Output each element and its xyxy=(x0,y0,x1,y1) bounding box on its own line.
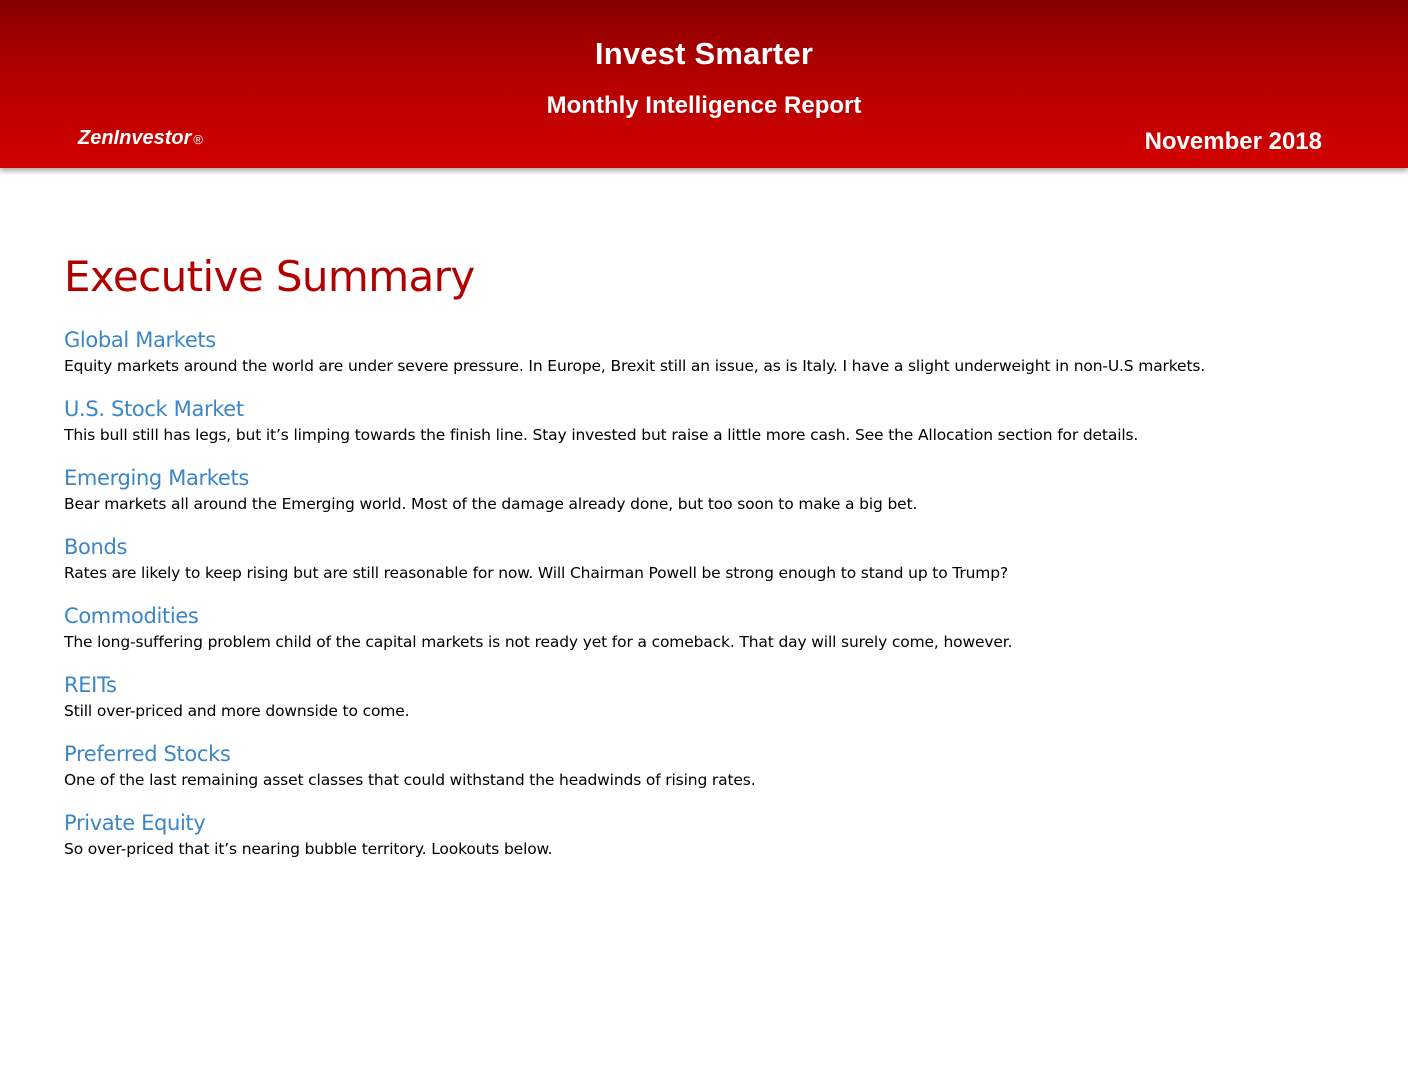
section-text: So over-priced that it’s nearing bubble territory. Lookouts below. xyxy=(64,840,553,858)
summary-section-private-equity xyxy=(64,809,1364,862)
brand-name: ZenInvestor xyxy=(78,127,192,149)
summary-section-global-markets xyxy=(64,326,1364,379)
summary-section-emerging-markets xyxy=(64,464,1364,517)
section-text: Equity markets around the world are under severe pressure. In Europe, Brexit still an issue, as is Italy. I have a slight underweight in non-U.S markets. xyxy=(64,357,1206,375)
section-text: This bull still has legs, but it’s limping towards the finish line. Stay invested but raise a little more cash. See the Allocation section for details. xyxy=(64,426,1139,444)
summary-section-us-stock-market xyxy=(64,395,1364,448)
executive-summary-title: Executive Summary xyxy=(64,252,475,301)
registered-mark: ® xyxy=(193,132,203,147)
brand-logo xyxy=(78,127,203,150)
executive-summary-content xyxy=(64,248,1364,878)
section-heading: U.S. Stock Market xyxy=(64,397,244,421)
section-heading: Private Equity xyxy=(64,811,206,835)
section-heading: REITs xyxy=(64,673,117,697)
summary-section-bonds xyxy=(64,533,1364,586)
report-header xyxy=(0,0,1408,168)
section-text: One of the last remaining asset classes that could withstand the headwinds of rising rates. xyxy=(64,771,756,789)
summary-section-commodities xyxy=(64,602,1364,655)
summary-section-preferred-stocks xyxy=(64,740,1364,793)
section-heading: Emerging Markets xyxy=(64,466,249,490)
summary-sections xyxy=(64,326,1364,862)
section-heading: Commodities xyxy=(64,604,199,628)
summary-section-reits xyxy=(64,671,1364,724)
section-text: Bear markets all around the Emerging world. Most of the damage already done, but too soon to make a big bet. xyxy=(64,495,918,513)
section-heading: Bonds xyxy=(64,535,128,559)
header-title: Invest Smarter xyxy=(594,36,814,71)
section-text: The long-suffering problem child of the capital markets is not ready yet for a comeback. That day will surely come, however. xyxy=(64,633,1013,651)
section-text: Rates are likely to keep rising but are still reasonable for now. Will Chairman Powell be strong enough to stand up to Trump? xyxy=(64,564,1008,582)
section-heading: Preferred Stocks xyxy=(64,742,231,766)
header-subtitle: Monthly Intelligence Report xyxy=(546,92,862,119)
report-date: November 2018 xyxy=(1144,128,1322,155)
section-heading: Global Markets xyxy=(64,328,216,352)
section-text: Still over-priced and more downside to come. xyxy=(64,702,410,720)
